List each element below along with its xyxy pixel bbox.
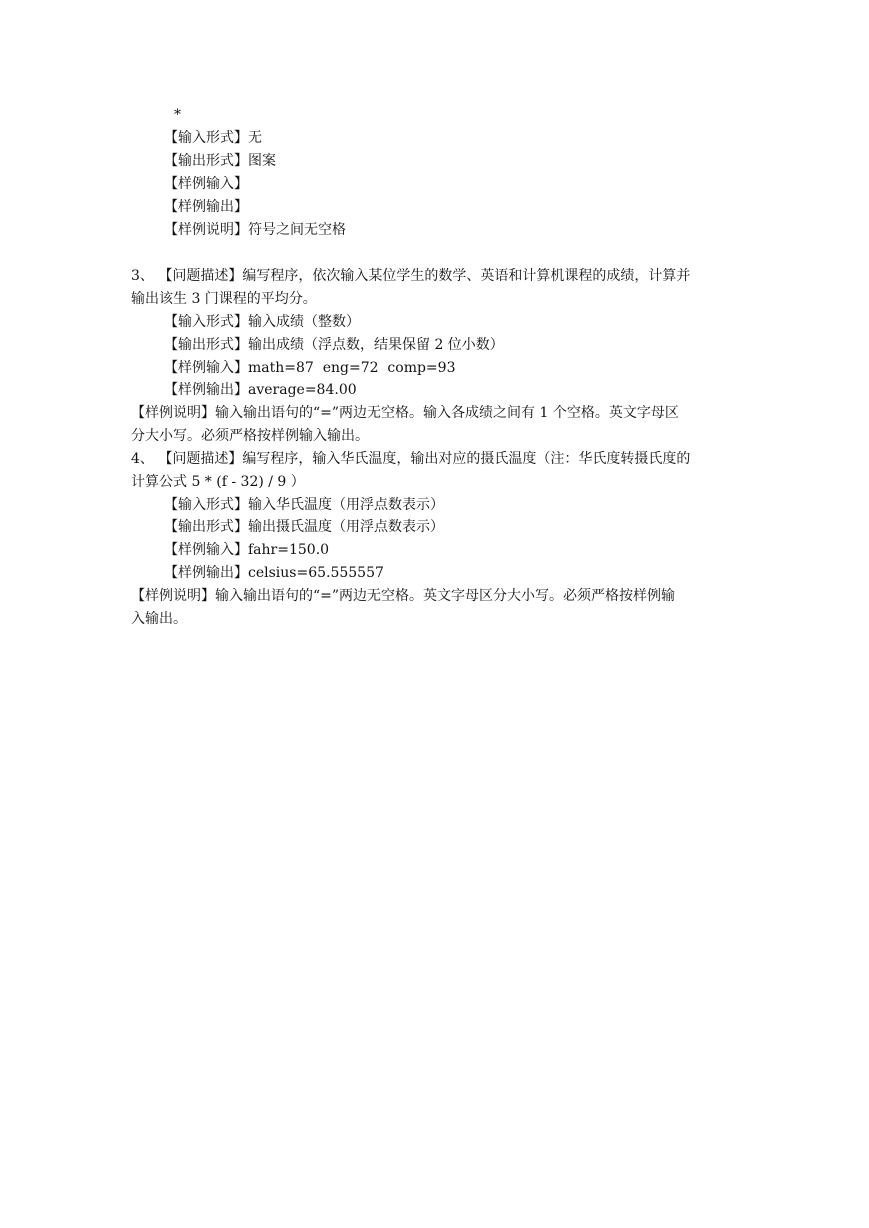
p4-sample-input: 【样例输入】fahr=150.0 <box>164 542 330 558</box>
p4-sample-output: 【样例输出】celsius=65.555557 <box>164 565 384 581</box>
p4-input-format: 【输入形式】输入华氏温度（用浮点数表示） <box>164 497 444 513</box>
p4-note-line2: 入输出。 <box>131 611 187 627</box>
p3-description-line1: 3、 【问题描述】编写程序，依次输入某位学生的数学、英语和计算机课程的成绩，计算并 <box>131 268 691 284</box>
p3-sample-output: 【样例输出】average=84.00 <box>164 382 357 398</box>
p3-description-line2: 输出该生 3 门课程的平均分。 <box>131 291 317 307</box>
p3-output-format: 【输出形式】输出成绩（浮点数，结果保留 2 位小数） <box>164 337 504 353</box>
prev-sample-input: 【样例输入】 <box>164 176 248 192</box>
p4-note-line1: 【样例说明】输入输出语句的“=”两边无空格。英文字母区分大小写。必须严格按样例输 <box>131 588 676 604</box>
p4-description-line1: 4、 【问题描述】编写程序，输入华氏温度，输出对应的摄氏温度（注：华氏度转摄氏度的 <box>131 451 691 467</box>
prev-sample-output: 【样例输出】 <box>164 199 248 215</box>
pattern-star: * <box>174 107 181 123</box>
prev-sample-note: 【样例说明】符号之间无空格 <box>164 222 346 238</box>
p3-input-format: 【输入形式】输入成绩（整数） <box>164 314 360 330</box>
p3-note-line2: 分大小写。必须严格按样例输入输出。 <box>131 428 369 444</box>
p4-description-line2: 计算公式 5 * (f - 32) / 9 ） <box>131 474 305 490</box>
p3-note-line1: 【样例说明】输入输出语句的“=”两边无空格。输入各成绩之间有 1 个空格。英文字母区 <box>131 405 679 421</box>
prev-output-format: 【输出形式】图案 <box>164 153 276 169</box>
p4-output-format: 【输出形式】输出摄氏温度（用浮点数表示） <box>164 519 444 535</box>
p3-sample-input: 【样例输入】math=87 eng=72 comp=93 <box>164 360 456 376</box>
prev-input-format: 【输入形式】无 <box>164 130 262 146</box>
